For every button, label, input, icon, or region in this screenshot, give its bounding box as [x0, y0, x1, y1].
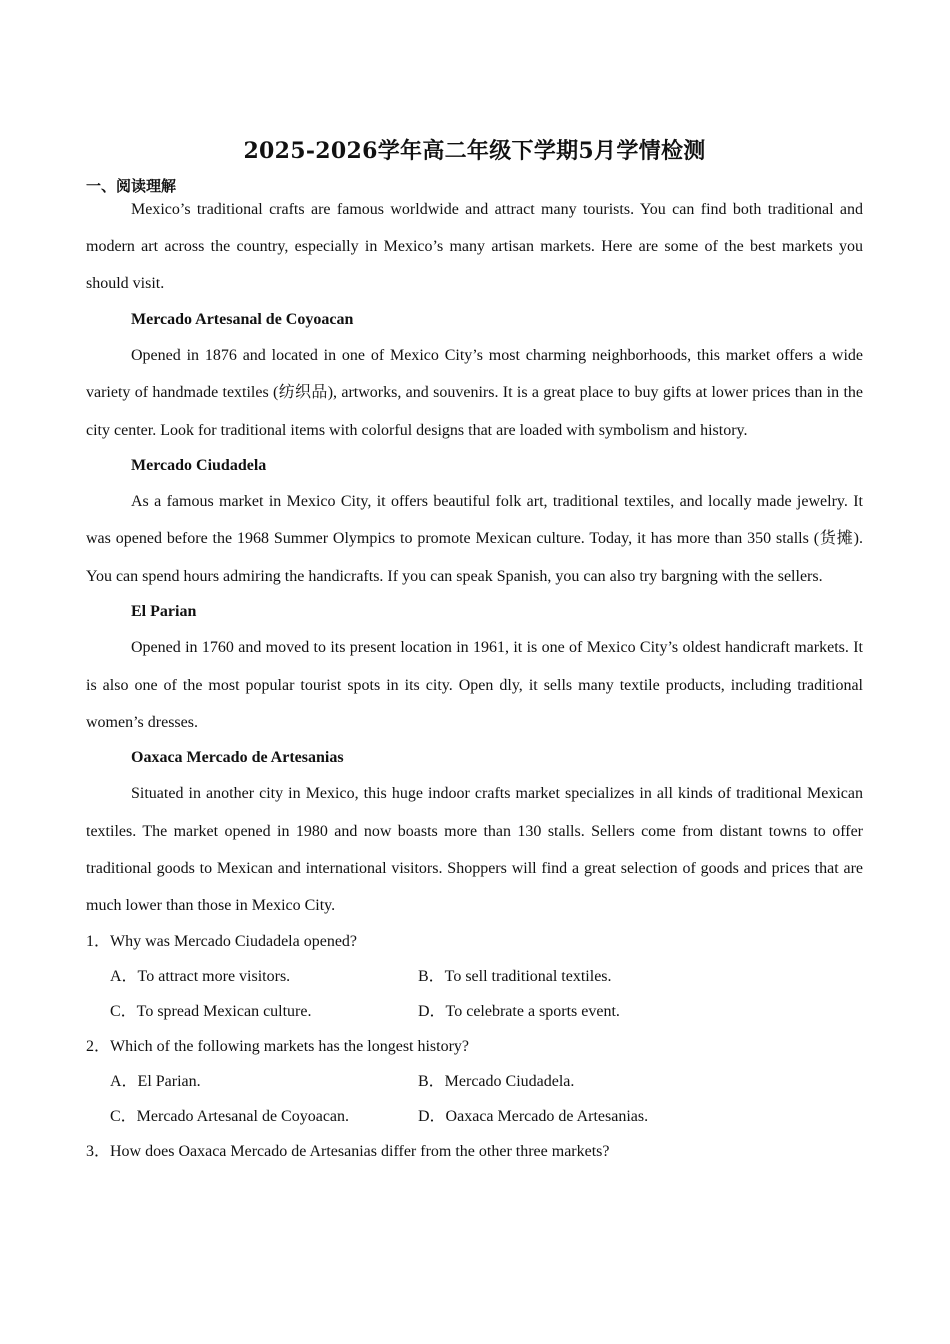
option-row	[86, 994, 863, 1029]
option-b[interactable]: B．Mercado Ciudadela.	[418, 1073, 575, 1091]
exam-page	[86, 134, 863, 1169]
market-heading: Mercado Artesanal de Coyoacan	[131, 310, 354, 328]
market-heading: Mercado Ciudadela	[131, 456, 267, 474]
section-label: 一、阅读理解	[86, 177, 177, 195]
option-a[interactable]: A．To attract more visitors.	[110, 968, 291, 986]
option-row	[86, 1099, 863, 1134]
option-a[interactable]: A．El Parian.	[110, 1073, 201, 1091]
question-stem: 3．How does Oaxaca Mercado de Artesanias differ from the other three markets?	[86, 1143, 610, 1161]
market-heading: El Parian	[131, 602, 197, 620]
option-d[interactable]: D．To celebrate a sports event.	[418, 1003, 620, 1021]
market-paragraph: As a famous market in Mexico City, it offers beautiful folk art, traditional textiles, and locally made jewelry. It was opened before the 1968 Summer Olympics to promote Mexican culture. Today, it has more than 350 stalls (货摊). You can spend hours admiring the handicrafts. If you can speak Spanish, you can also try bargning with the sellers.	[86, 493, 863, 585]
option-row	[86, 959, 863, 994]
question-stem: 2．Which of the following markets has the longest history?	[86, 1038, 470, 1056]
market-heading: Oaxaca Mercado de Artesanias	[131, 748, 344, 766]
option-c[interactable]: C．To spread Mexican culture.	[110, 1003, 312, 1021]
market-paragraph: Situated in another city in Mexico, this huge indoor crafts market specializes in all kinds of traditional Mexican textiles. The market opened in 1980 and now boasts more than 130 stalls. Sellers come from distant towns to offer traditional goods to Mexican and international visitors. Shoppers will find a great selection of goods and prices that are much lower than those in Mexico City.	[86, 785, 863, 915]
option-c[interactable]: C．Mercado Artesanal de Coyoacan.	[110, 1108, 350, 1126]
market-paragraph: Opened in 1876 and located in one of Mexico City’s most charming neighborhoods, this market offers a wide variety of handmade textiles (纺织品), artworks, and souvenirs. It is a great place to buy gifts at lower prices than in the city center. Look for traditional items with colorful designs that are loaded with symbolism and history.	[86, 347, 863, 439]
option-d[interactable]: D．Oaxaca Mercado de Artesanias.	[418, 1108, 649, 1126]
exam-title: 2025-2026学年高二年级下学期5月学情检测	[243, 138, 706, 164]
intro-paragraph: Mexico’s traditional crafts are famous worldwide and attract many tourists. You can find both traditional and modern art across the country, especially in Mexico’s many artisan markets. Here are some of the best markets you should visit.	[86, 201, 863, 293]
question-stem: 1．Why was Mercado Ciudadela opened?	[86, 933, 358, 951]
option-row	[86, 1064, 863, 1099]
option-b[interactable]: B．To sell traditional textiles.	[418, 968, 612, 986]
market-paragraph: Opened in 1760 and moved to its present location in 1961, it is one of Mexico City’s oldest handicraft markets. It is also one of the most popular tourist spots in its city. Open dly, it sells many textile products, including traditional women’s dresses.	[86, 639, 863, 731]
